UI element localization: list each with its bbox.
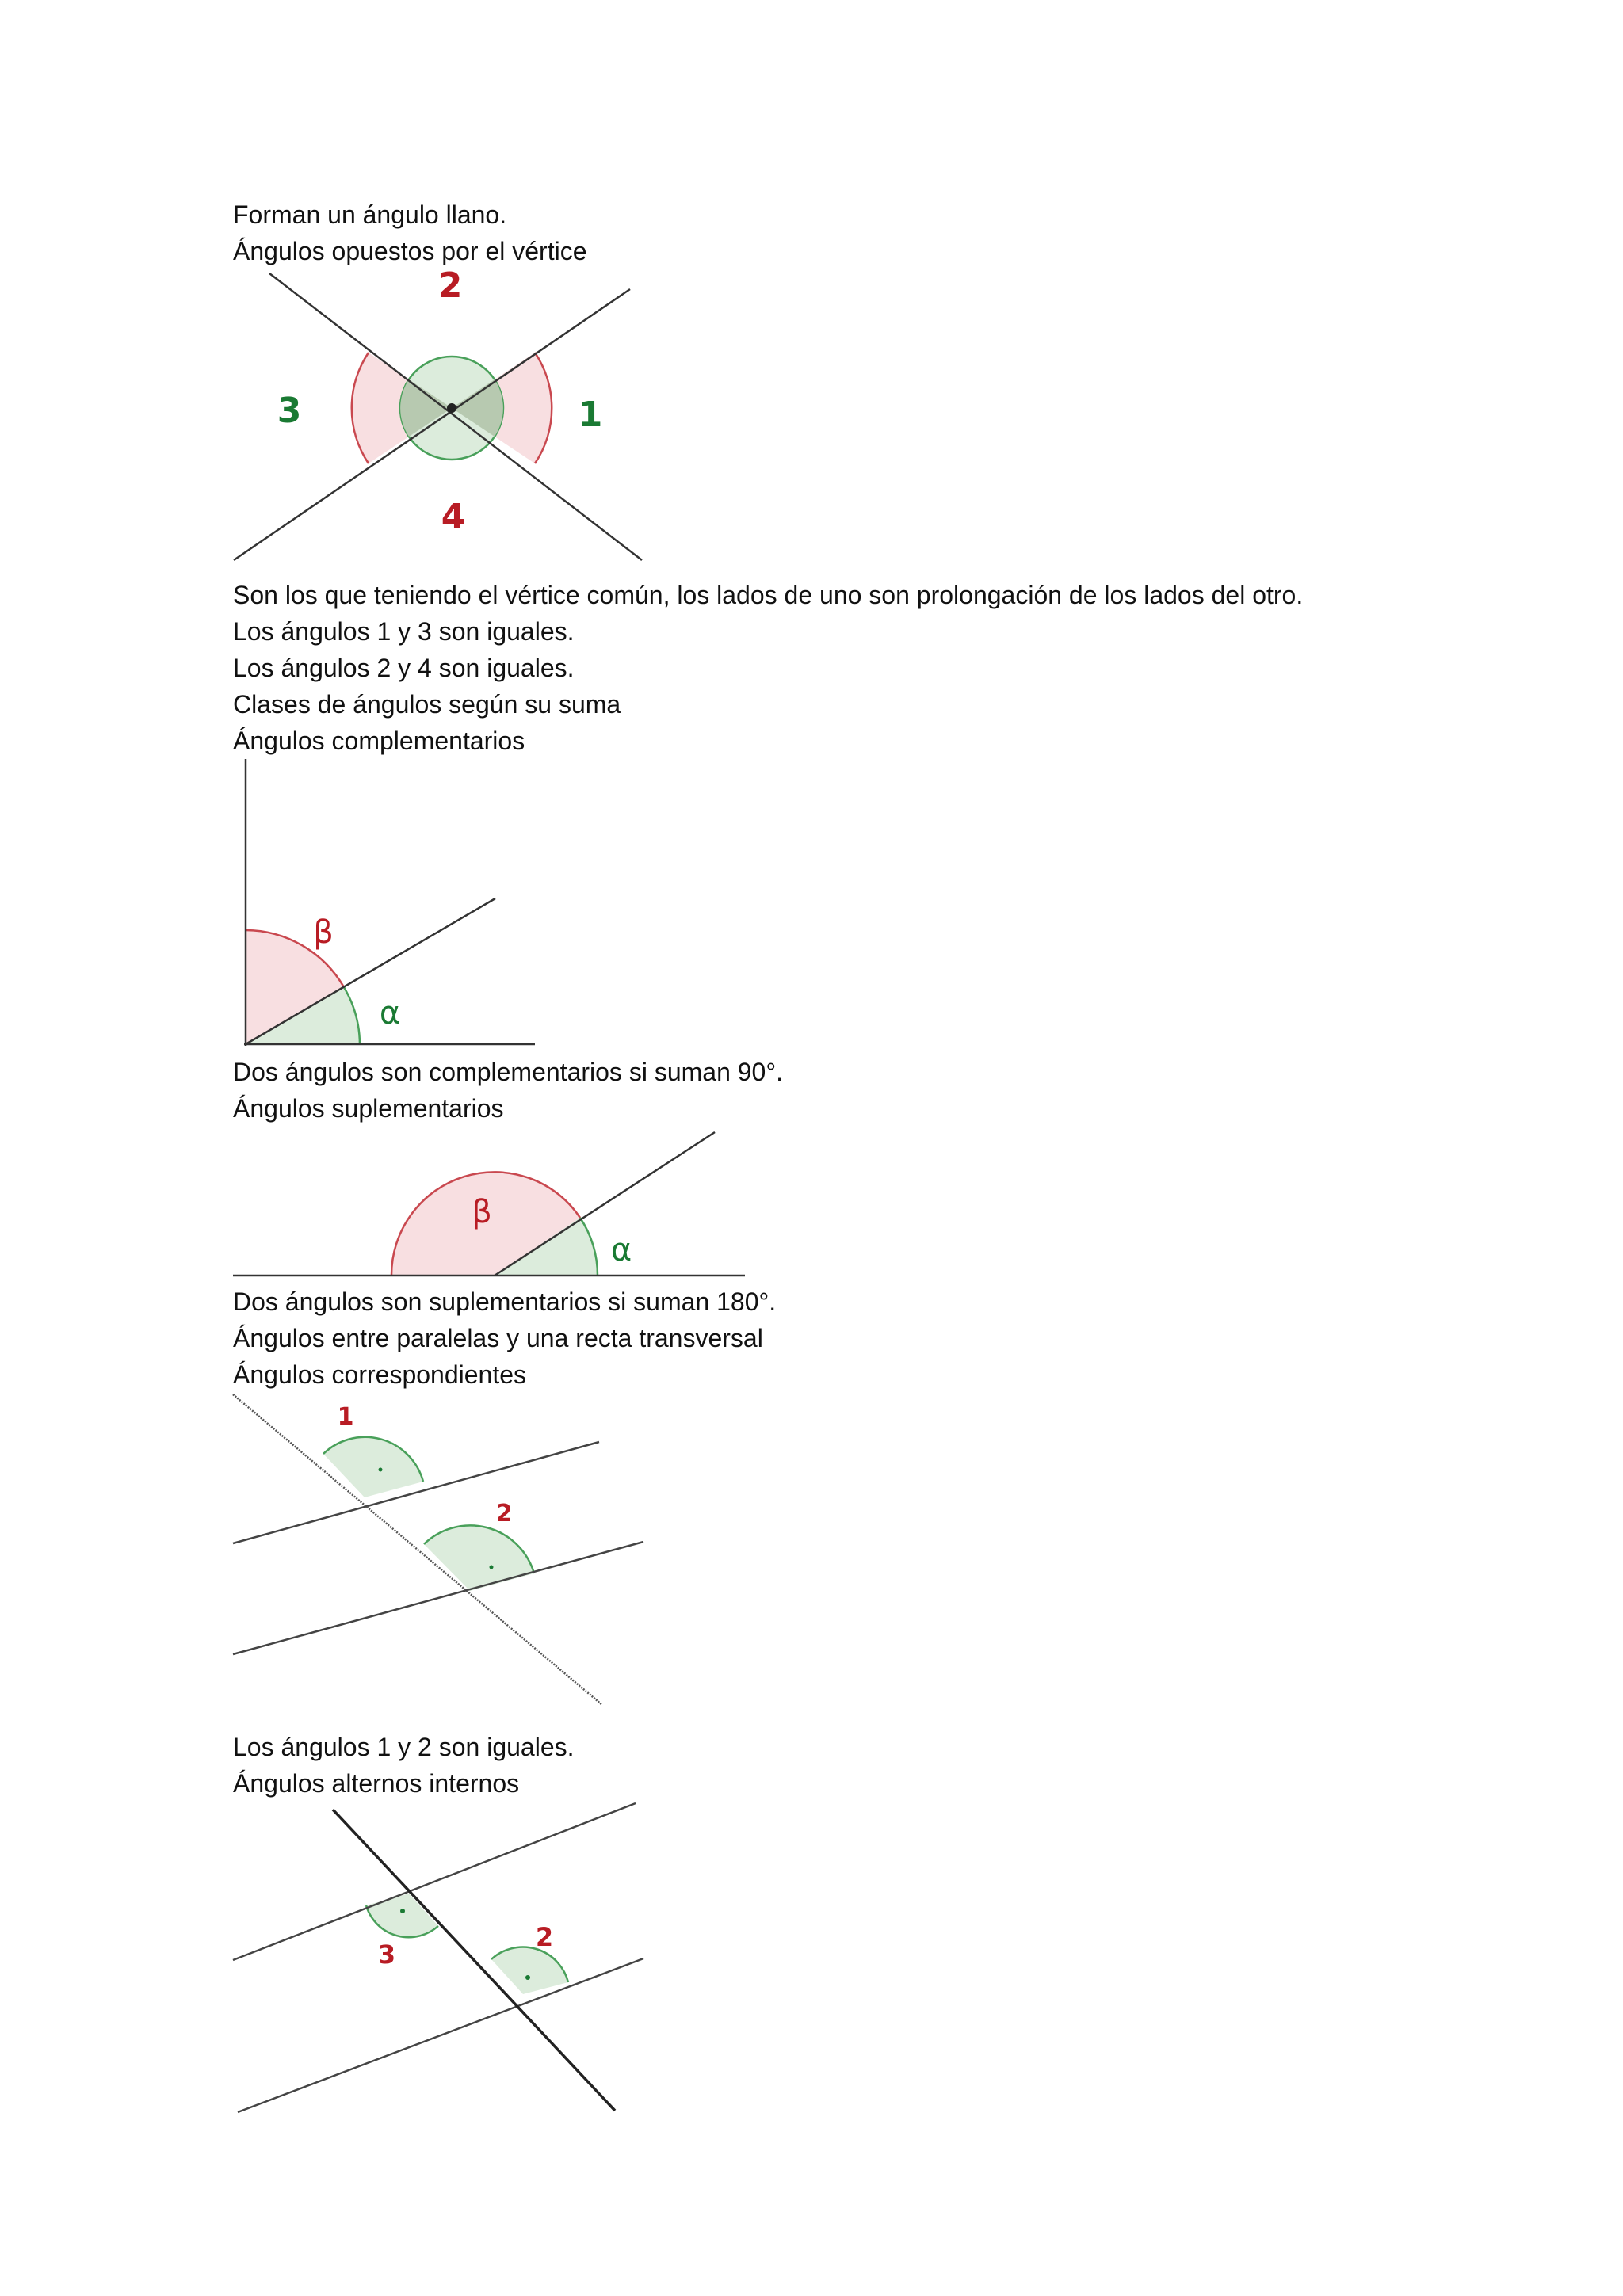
text-definicion-complementarios: Dos ángulos son complementarios si suman 90°. — [233, 1058, 784, 1086]
heading-opuestos-por-vertice: Ángulos opuestos por el vértice — [233, 237, 587, 265]
text-definicion-suplementarios: Dos ángulos son suplementarios si suman 180°. — [233, 1287, 777, 1316]
transversal-line — [333, 1810, 615, 2111]
figure-supplementary-angles — [230, 1129, 769, 1287]
text-forman-angulo-llano: Forman un ángulo llano. — [233, 200, 507, 229]
text-definicion-opuestos: Son los que teniendo el vértice común, los lados de uno son prolongación de los lados del otro. — [233, 581, 1304, 609]
figure-opposite-angles — [230, 265, 658, 566]
label-3: 3 — [377, 1939, 396, 1970]
heading-suplementarios: Ángulos suplementarios — [233, 1094, 504, 1123]
angle-3-sector — [366, 1894, 438, 1937]
text-angulos-1-3-iguales: Los ángulos 1 y 3 son iguales. — [233, 617, 575, 646]
label-3: 3 — [277, 391, 302, 431]
label-beta: β — [472, 1194, 492, 1230]
label-2: 2 — [495, 1500, 513, 1527]
text-angulos-1-2-iguales: Los ángulos 1 y 2 son iguales. — [233, 1733, 575, 1761]
angle-1-dot — [379, 1468, 383, 1472]
angle-2-sector — [424, 1525, 534, 1591]
parallel-line-bottom — [238, 1958, 643, 2112]
parallel-line-top — [233, 1442, 599, 1543]
label-2: 2 — [535, 1922, 554, 1952]
figure-alternate-interior-angles — [230, 1805, 658, 2122]
vertex-point — [447, 403, 456, 413]
heading-clases-segun-suma: Clases de ángulos según su suma — [233, 690, 621, 719]
angle-2-dot — [525, 1975, 530, 1980]
angle-2-dot — [490, 1566, 494, 1569]
label-2: 2 — [437, 265, 463, 306]
label-alpha: α — [610, 1232, 632, 1268]
figure-corresponding-angles — [230, 1394, 658, 1703]
label-1: 1 — [578, 395, 603, 435]
heading-paralelas-transversal: Ángulos entre paralelas y una recta transversal — [233, 1324, 763, 1352]
label-alpha: α — [379, 995, 401, 1032]
figure-complementary-angles — [230, 759, 547, 1052]
text-angulos-2-4-iguales: Los ángulos 2 y 4 son iguales. — [233, 654, 575, 682]
angle-3-dot — [400, 1909, 405, 1913]
transversal-line — [233, 1394, 602, 1705]
label-4: 4 — [441, 497, 466, 537]
label-1: 1 — [337, 1403, 354, 1431]
angle-2-sector — [491, 1947, 568, 1994]
angle-1-sector — [323, 1437, 423, 1497]
heading-alternos-internos: Ángulos alternos internos — [233, 1769, 520, 1798]
heading-complementarios: Ángulos complementarios — [233, 727, 525, 755]
heading-correspondientes: Ángulos correspondientes — [233, 1360, 527, 1389]
label-beta: β — [313, 914, 334, 951]
parallel-line-top — [233, 1803, 636, 1960]
